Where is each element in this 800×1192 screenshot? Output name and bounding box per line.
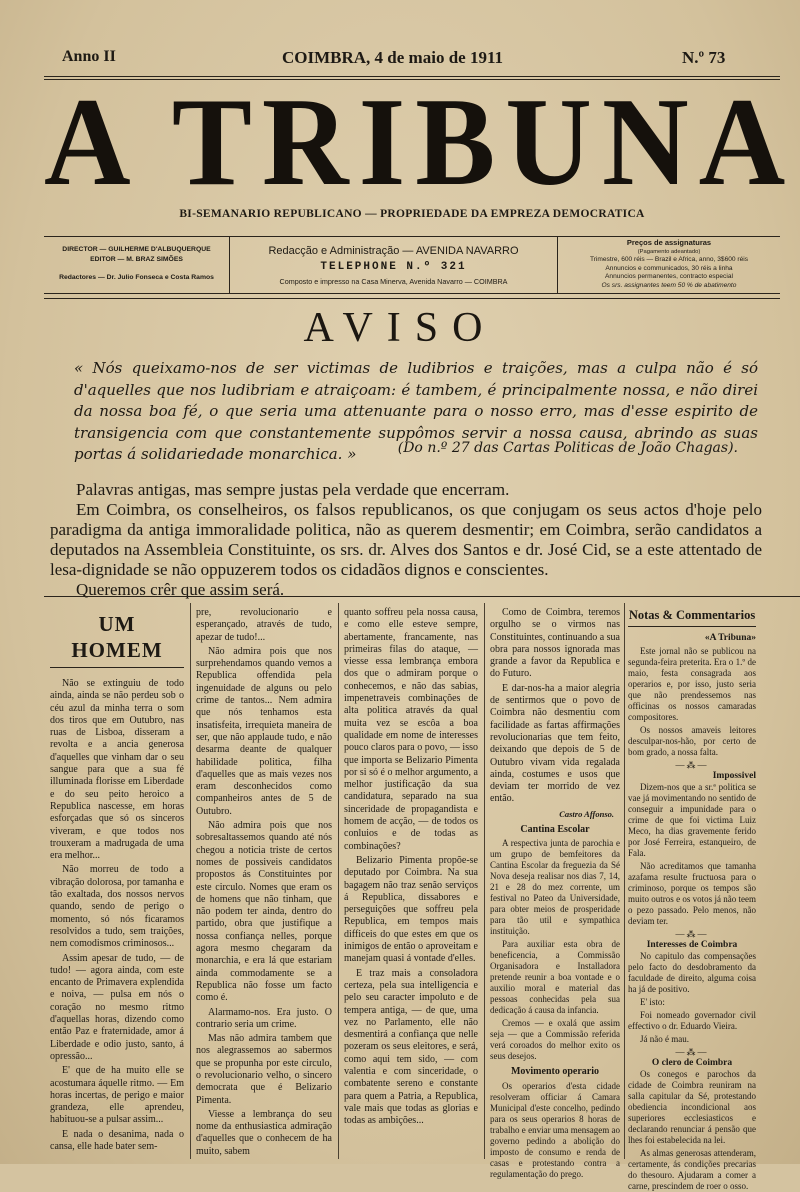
- article-paragraph: Dizem-nos que a sr.ª politica se vae já movimentando no sentido de conseguir a impunidade para o crime de que foi victima Luiz Meco, ha dias gravemente ferido por José Ferreira, estanqueiro, de Fala.: [628, 782, 756, 858]
- section-heading-impossivel: Impossivel: [712, 771, 756, 781]
- article-paragraph: Belizario Pimenta propõe-se deputado por Coimbra. Na sua bagagem não traz senão serviços á Republica, dissabores e perseguições que soffreu pela Republica, em tempos mais difficeis do que estes em que os inimigos de então o aproveitam e manejam quasi á vontade d'elles.: [344, 854, 478, 965]
- masthead-subtitle: BI-SEMANARIO REPUBLICANO — PROPRIEDADE DA EMPREZA DEMOCRATICA: [179, 208, 645, 220]
- column-1: [50, 607, 184, 1157]
- intro-paragraph: Palavras antigas, mas sempre justas pela verdade que encerram.: [76, 480, 510, 499]
- staff-block: [44, 237, 230, 293]
- article-signature: Castro Affonso.: [559, 808, 614, 819]
- article-paragraph: E nada o desanima, nada o cansa, elle hade bater sem-: [50, 1128, 184, 1152]
- address-line: Redacção e Administração — AVENIDA NAVARRO: [268, 245, 519, 257]
- article-paragraph: Os nossos amaveis leitores desculpar-nos-hão, por certo de bom grado, a nossa falta.: [628, 725, 756, 757]
- column-3: [344, 607, 478, 1157]
- article-paragraph: A respectiva junta de parochia e um grupo de bemfeitores da Cantina Escolar da freguezia da Sé Nova deseja realisar nos dias 7, 14, 21 e 28 do mez corrente, um festival no Pateo da Universidade, para obter meios de prosperidade para tão util e sympathica instituição.: [490, 838, 620, 937]
- intro-paragraph: Queremos crêr que assim será.: [76, 580, 285, 599]
- masthead-title: A TRIBUNA: [44, 71, 796, 212]
- column-5: [628, 607, 756, 1191]
- prices-line-2: Annuncios e communicados, 30 réis a linha: [605, 264, 733, 272]
- section-heading-clero: O clero de Coimbra: [651, 1058, 733, 1068]
- aviso-source: (Do n.º 27 das Cartas Politicas de João Chagas).: [397, 440, 738, 456]
- separator: —⁂—: [675, 929, 709, 939]
- article-paragraph: Não morreu de todo a vibração dolorosa, por tamanha e tão exaltada, dos nossos nervos quando, sendo de perigo o momento, só nós ficaramos resolvidos a tudo, sem traições, nem comodismos criminosos...: [50, 864, 184, 950]
- article-paragraph: E' isto:: [640, 997, 665, 1007]
- column-2: [196, 607, 332, 1157]
- article-paragraph: Os conegos e parochos da cidade de Coimbra reuniram na salla capitular da Sé, protestando obediencia incondicional aos superiores ecclesiasticos e declarando renunciar á pensão que lhes foi estabelecida na lei.: [628, 1069, 756, 1145]
- prices-line-1: Trimestre, 600 réis — Brazil e Africa, anno, 3$600 réis: [589, 256, 749, 264]
- prices-block: [558, 237, 780, 293]
- article-paragraph: E' que de ha muito elle se acostumara áquelle ritmo. — Em horas incertas, de perigo e maior grandeza, elle aprendeu, habituou-se a pulsar assim...: [50, 1065, 184, 1126]
- article-paragraph: Os operarios d'esta cidade resolveram officiar á Camara Municipal d'este concelho, pedindo para os seus operarios 8 horas de trabalho e enviar uma mensagem ao governo pedindo a abolição do imposto de consumo e renda de casas e protestando contra a regulamentação do prego.: [490, 1080, 620, 1179]
- separator: —⁂—: [675, 1047, 709, 1057]
- aviso-title: AVISO: [303, 305, 497, 351]
- article-paragraph: Já não é mau.: [640, 1034, 689, 1044]
- column-divider: [484, 603, 485, 1159]
- prices-line-3: Annuncios permanentes, contracto especial: [605, 273, 733, 281]
- prices-title: Preços de assignaturas: [626, 238, 712, 247]
- redactors-line: Redactores — Dr. Julio Fonseca e Costa Ramos: [59, 274, 214, 281]
- article-paragraph: Não admira pois que nos sobresaltassemos quando até nós chegou a noticia triste de certos nomes de possiveis candidatos propostos ás Constituintes por este circulo. Nomes que eram os de homens que não tinham, que não podem ter ainda, dentro do partido, obra que justifique a nossa confiança nelles, porque agora mesmo chegaram da monarchia, e era lá que estariam ainda commodamente se a Republica não fosse um facto como é.: [196, 820, 332, 1004]
- section-heading-cantina: Cantina Escolar: [520, 824, 590, 836]
- article-paragraph: Cremos — e oxalá que assim seja — que a Commissão referida verá coroados do melhor exito os seus desejos.: [490, 1018, 620, 1062]
- address-block: [230, 237, 558, 293]
- article-title-um-homem: UM HOMEM: [50, 611, 184, 668]
- article-paragraph: E dar-nos-ha a maior alegria de sentirmos que o povo de Coimbra não desmentiu com facilidade as fartas affirmações revolucionarias que tem feito, deixando que depois de 5 de Outubro vivam vida regalada ainda, costumes e usos que deviam ter morrido de vez então.: [490, 682, 620, 805]
- article-paragraph: Assim apesar de tudo, — de tudo! — agora ainda, com este encanto de Primavera explendida e noiva, — pulsa em nós o coração no mesmo ritmo d'aquellas horas, dizendo como então Paz e fraternidade, amor á Liberdade e odio justo, santo, á opressão...: [50, 952, 184, 1062]
- article-paragraph: Este jornal não se publicou na segunda-feira preterita. Era o 1.º de maio, festa consagrada aos operarios e, por isso, justo seria que não prendessemos nas officinas os nossos camaradas compositores.: [628, 646, 756, 722]
- article-paragraph: quanto soffreu pela nossa causa, e como elle esteve sempre, abertamente, francamente, nas primeiras filas do ataque, — viesse essa lembrança embora dos que o admiram porque o conhecemos, e não das sabias, impenetraveis combinações de alta politica através da qual muita vez se escôa a boa qualidade em nome de interesses pouco claros para o povo, — isso que importa se Belizario Pimenta por si só é o melhor argumento, a melhor justificação da sua candidatura, separado na sua sinceridade de propagandista e homem de acção, — de todos os conluios e de todas as combinações?: [344, 607, 478, 852]
- article-paragraph: E traz mais a consoladora certeza, pela sua intelligencia e pelo seu caracter impoluto e de tempera antiga, — de que, uma vez no Parlamento, elle não desmentirá a confiança que nelle pozeram os seus eleitores, e será, como aqui tem sido, — com valentia e com sinceridade, o combatente sereno e constante para quem a Patria, a Republica, vale mais que todas as glorias e todas as ambições...: [344, 967, 478, 1127]
- prices-subtitle: (Pagamento adeantado): [637, 248, 701, 255]
- article-paragraph: No capitulo das compensações pelo facto do desdobramento da faculdade de direito, alguma coisa ha já de positivo.: [628, 951, 756, 994]
- article-paragraph: As almas generosas attenderam, certamente, ás condições precarias do thesouro. Ajudaram a comer a carne, prescindem de roer o osso.: [628, 1148, 756, 1191]
- intro-block: [50, 480, 762, 600]
- article-paragraph: Para auxiliar esta obra de beneficencia, a Commissão Organisadora e Installadora pretende reunir a boa vontade e o auxilio moral e material das pessoas conhecidas pela sua dedicação á causa da infancia.: [490, 939, 620, 1016]
- info-rule: [44, 298, 780, 299]
- section-heading-movimento: Movimento operario: [510, 1066, 600, 1078]
- section-title-notas: Notas & Commentarios: [628, 607, 756, 627]
- column-divider: [190, 603, 191, 1159]
- article-paragraph: pre, revolucionario e esperançado, através de tudo, apezar de tudo!...: [196, 607, 332, 643]
- article-paragraph: Não se extinguiu de todo ainda, ainda se não perdeu sob o céu azul da minha terra o som dos tiros que em Outubro, nas ruas de Lisboa, disseram a revolta e a ancia generosa d'aquelles que vinham dar o seu sangue para que a sua fé illuminada florisse em Liberdade e do seu peito heroico a Republica nascesse, em horas esforçadas que só os sinceros viveram, e que todos nos trouxeram a madrugada de uma era melhor...: [50, 678, 184, 862]
- article-columns: [44, 596, 800, 1191]
- section-heading-tribuna: «A Tribuna»: [704, 633, 756, 643]
- column-divider: [624, 603, 625, 1159]
- separator: —⁂—: [675, 760, 709, 770]
- article-paragraph: Não admira pois que nos surprehendamos quando vemos a Republica offendida pela ingenuidade de alguns ou pelo crime de tantos... Nem admira que nós tenhamos esta insatisfeita, irrequieta maneira de ser, que não applaude tudo, e não desarma deante de qualquer habilidade politica, filha d'aquelles que as mais vezes nos eram desconhecidos como companheiros antes de 5 de Outubro.: [196, 645, 332, 817]
- intro-paragraph: Em Coimbra, os conselheiros, os falsos republicanos, os que conjugam os seus actos d'hoje pelo paradigma da antiga immoralidade politica, não as querem desmentir; em Coimbra, serão candidatos a deputados na Assembleia Constituinte, os srs. dr. Alves dos Santos e dr. José Cid, se a este attentado de lesa-dignidade se não oppuzerem todos os cidadãos dignos e conscientes.: [50, 500, 762, 579]
- section-heading-interesses: Interesses de Coimbra: [646, 940, 738, 950]
- article-paragraph: Viesse a lembrança do seu nome da enthusiastica admiração d'aquelles que o conhecem de ha muito, sabem: [196, 1108, 332, 1157]
- volume-label: Anno II: [62, 48, 116, 65]
- column-divider: [338, 603, 339, 1159]
- director-line: DIRECTOR — GUILHERME D'ALBUQUERQUE: [62, 246, 211, 253]
- article-paragraph: Mas não admira tambem que nos alegrassemos ao sabermos que se propunha por este circulo, o revolucionario velho, o sincero democrata que é Belizario Pimenta.: [196, 1033, 332, 1106]
- article-paragraph: Como de Coimbra, teremos orgulho se o virmos nas Constituintes, continuando a sua obra para nossos ignorada mas grande a favor da Republica e do Futuro.: [490, 607, 620, 680]
- article-paragraph: Alarmamo-nos. Era justo. O contrario seria um crime.: [196, 1006, 332, 1030]
- article-paragraph: Não acreditamos que tamanha azafama resulte fructuosa para o criminoso, porque os tempos são muito outros e os votos já não teem o pezo passado. Pelo menos, não deviam ter.: [628, 861, 756, 926]
- editor-line: EDITOR — M. BRAZ SIMÕES: [90, 256, 183, 263]
- column-4: [490, 607, 620, 1179]
- dateline: COIMBRA, 4 de maio de 1911: [282, 48, 503, 67]
- prices-line-4: Os srs. assignantes teem 50 % de abatimento: [601, 281, 737, 289]
- printer-line: Composto e impresso na Casa Minerva, Avenida Navarro — COIMBRA: [279, 277, 508, 286]
- telephone-line: TELEPHONE N.º 321: [320, 261, 467, 273]
- info-box: [44, 236, 780, 294]
- issue-number: N.º 73: [682, 48, 726, 67]
- article-paragraph: Foi nomeado governador civil effectivo o dr. Eduardo Vieira.: [628, 1010, 756, 1031]
- aviso-quote: « Nós queixamo-nos de ser victimas de ludibrios e traições, mas a culpa não é só d'aquelles que nos ludibriam e atraiçoam: é tambem, é principalmente nossa, e não direi da nossa boa fé, o que seria uma attenuante para o nosso erro, mas d'esse espirito de transigencia com que constantemente suppômos servir a nossa causa, abrindo as suas portas á solidariedade monarchica. »: [74, 359, 758, 463]
